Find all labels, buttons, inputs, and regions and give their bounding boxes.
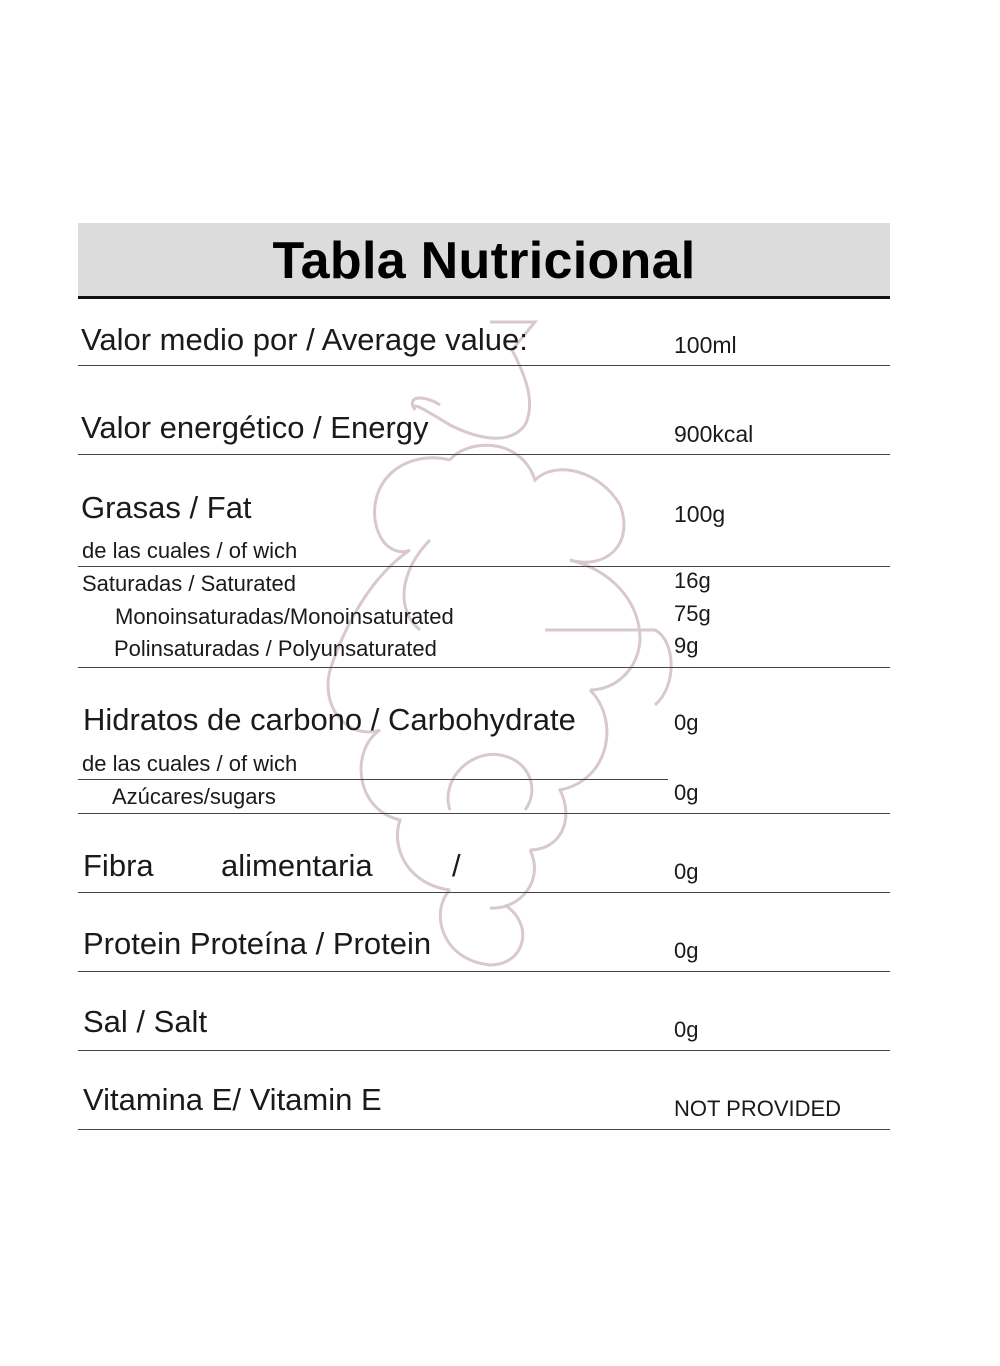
average-label: Valor medio por / Average value: (81, 322, 528, 357)
fat-value: 100g (674, 501, 726, 527)
energy-label: Valor energético / Energy (81, 410, 429, 445)
divider (78, 667, 890, 668)
divider (78, 365, 890, 366)
fiber-label-a: Fibra (83, 848, 154, 883)
vitamin-e-label: Vitamina E/ Vitamin E (83, 1082, 382, 1117)
saturated-value: 16g (674, 568, 711, 593)
carbs-label: Hidratos de carbono / Carbohydrate (83, 702, 576, 737)
salt-label: Sal / Salt (83, 1004, 208, 1039)
divider (78, 566, 890, 567)
mono-value: 75g (674, 601, 711, 626)
mono-label: Monoinsaturadas/Monoinsaturated (115, 604, 454, 629)
title-bar (78, 223, 890, 299)
divider (78, 1129, 890, 1130)
divider (78, 1050, 890, 1051)
divider (78, 779, 668, 780)
protein-label: Protein Proteína / Protein (83, 926, 432, 961)
divider (78, 813, 890, 814)
divider (78, 454, 890, 455)
poly-label: Polinsaturadas / Polyunsaturated (114, 636, 437, 661)
carbs-value: 0g (674, 710, 699, 735)
fiber-label-c: / (452, 848, 461, 883)
saturated-label: Saturadas / Saturated (82, 571, 297, 596)
fat-sublabel: de las cuales / of wich (82, 538, 298, 563)
protein-value: 0g (674, 938, 699, 963)
fat-label: Grasas / Fat (81, 490, 252, 525)
sugars-label: Azúcares/sugars (112, 784, 276, 809)
divider (78, 971, 890, 972)
sugars-value: 0g (674, 780, 699, 805)
average-value: 100ml (674, 332, 737, 358)
energy-value: 900kcal (674, 421, 754, 447)
page-title: Tabla Nutricional (272, 232, 696, 290)
fiber-label-b: alimentaria (221, 848, 373, 883)
divider (78, 892, 890, 893)
poly-value: 9g (674, 633, 699, 658)
carbs-sublabel: de las cuales / of wich (82, 751, 298, 776)
fiber-value: 0g (674, 859, 699, 884)
salt-value: 0g (674, 1017, 699, 1042)
vitamin-e-value: NOT PROVIDED (674, 1096, 842, 1121)
